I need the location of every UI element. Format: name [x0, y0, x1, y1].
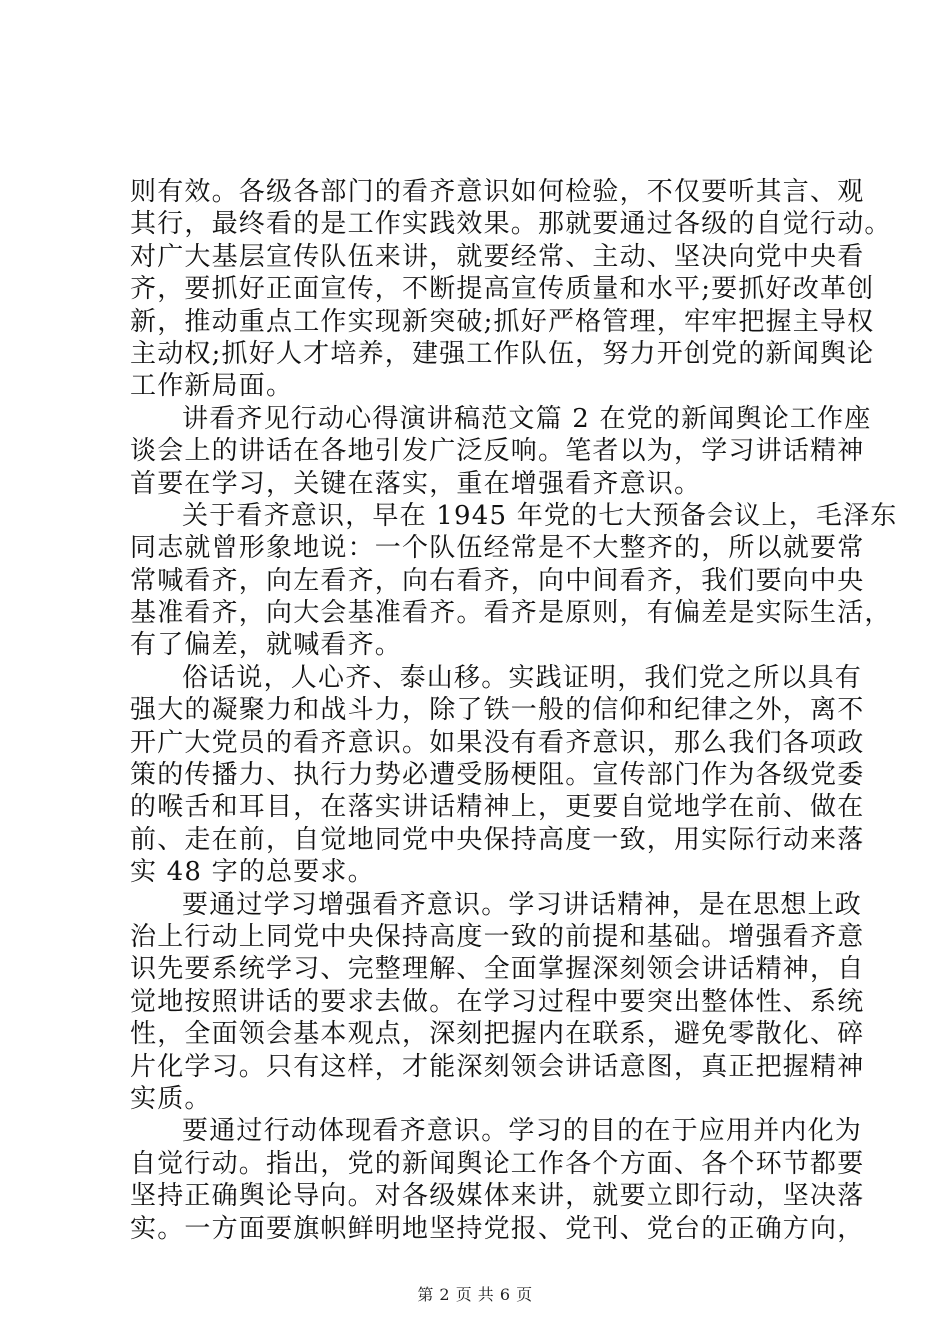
text-line: 关于看齐意识，早在 1945 年党的七大预备会议上，毛泽东 — [182, 500, 898, 531]
paragraph — [130, 500, 898, 662]
text-line: 谈会上的讲话在各地引发广泛反响。笔者以为，学习讲话精神 — [130, 436, 865, 467]
text-line: 性，全面领会基本观点，深刻把握内在联系，避免零散化、碎 — [130, 1019, 865, 1050]
text-line: 要通过行动体现看齐意识。学习的目的在于应用并内化为 — [182, 1116, 863, 1147]
text-line: 识先要系统学习、完整理解、全面掌握深刻领会讲话精神，自 — [130, 954, 865, 985]
text-line: 工作新局面。 — [130, 371, 294, 402]
text-line: 对广大基层宣传队伍来讲，就要经常、主动、坚决向党中央看 — [130, 241, 865, 272]
text-line: 常喊看齐，向左看齐，向右看齐，向中间看齐，我们要向中央 — [130, 565, 865, 596]
text-line: 前、走在前，自觉地同党中央保持高度一致，用实际行动来落 — [130, 824, 865, 855]
text-line: 首要在学习，关键在落实，重在增强看齐意识。 — [130, 468, 702, 499]
text-line: 主动权;抓好人才培养，建强工作队伍，努力开创党的新闻舆论 — [130, 338, 875, 369]
text-line: 齐，要抓好正面宣传，不断提高宣传质量和水平;要抓好改革创 — [130, 274, 875, 305]
paragraph — [130, 176, 892, 403]
text-line: 的喉舌和耳目，在落实讲话精神上，更要自觉地学在前、做在 — [130, 792, 865, 823]
paragraph — [130, 889, 865, 1116]
text-line: 强大的凝聚力和战斗力，除了铁一般的信仰和纪律之外，离不 — [130, 695, 865, 726]
text-line: 觉地按照讲话的要求去做。在学习过程中要突出整体性、系统 — [130, 986, 865, 1017]
paragraph — [130, 662, 865, 889]
page-footer: 第 2 页 共 6 页 — [417, 1285, 533, 1304]
text-line: 实质。 — [130, 1083, 212, 1114]
text-line: 同志就曾形象地说：一个队伍经常是不大整齐的，所以就要常 — [130, 533, 865, 564]
text-line: 片化学习。只有这样，才能深刻领会讲话意图，真正把握精神 — [130, 1051, 865, 1082]
text-line: 策的传播力、执行力势必遭受肠梗阻。宣传部门作为各级党委 — [130, 760, 865, 791]
text-line: 有了偏差，就喊看齐。 — [130, 630, 403, 661]
document-body — [130, 176, 898, 1245]
paragraph — [130, 1115, 865, 1245]
text-line: 讲看齐见行动心得演讲稿范文篇 2 在党的新闻舆论工作座 — [182, 403, 872, 434]
text-line: 自觉行动。指出，党的新闻舆论工作各个方面、各个环节都要 — [130, 1148, 865, 1179]
text-line: 基准看齐，向大会基准看齐。看齐是原则，有偏差是实际生活， — [130, 598, 892, 629]
text-line: 俗话说，人心齐、泰山移。实践证明，我们党之所以具有 — [182, 662, 863, 693]
text-line: 实 48 字的总要求。 — [130, 857, 375, 888]
text-line: 坚持正确舆论导向。对各级媒体来讲，就要立即行动，坚决落 — [130, 1181, 865, 1212]
paragraph — [130, 403, 872, 500]
text-line: 要通过学习增强看齐意识。学习讲话精神，是在思想上政 — [182, 889, 863, 920]
text-line: 开广大党员的看齐意识。如果没有看齐意识，那么我们各项政 — [130, 727, 865, 758]
text-line: 其行，最终看的是工作实践效果。那就要通过各级的自觉行动。 — [130, 209, 892, 240]
text-line: 则有效。各级各部门的看齐意识如何检验，不仅要听其言、观 — [130, 177, 865, 207]
text-line: 新，推动重点工作实现新突破;抓好严格管理，牢牢把握主导权 — [130, 306, 875, 337]
text-line: 治上行动上同党中央保持高度一致的前提和基础。增强看齐意 — [130, 921, 865, 952]
text-line: 实。一方面要旗帜鲜明地坚持党报、党刊、党台的正确方向， — [130, 1213, 865, 1244]
